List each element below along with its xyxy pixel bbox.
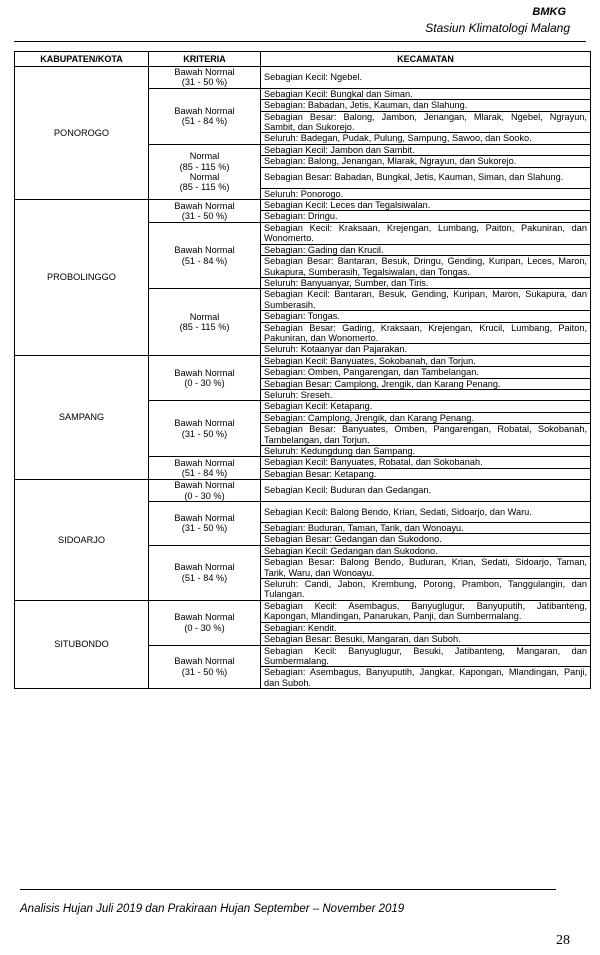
criteria-cell <box>149 600 261 645</box>
table-row <box>15 67 591 89</box>
criteria-cell <box>149 645 261 689</box>
table-body <box>15 67 591 689</box>
region-name: PONOROGO <box>15 67 149 200</box>
table-row <box>15 480 591 502</box>
table-header-row <box>15 52 591 67</box>
kecamatan-cell: Sebagian Besar: Gedangan dan Sukodono. <box>261 534 591 545</box>
criteria-label-line: Normal <box>189 171 220 182</box>
kecamatan-cell: Seluruh: Ponorogo. <box>261 188 591 199</box>
column-header-kriteria: KRITERIA <box>149 52 261 67</box>
region-name: PROBOLINGGO <box>15 200 149 356</box>
criteria-label-line: Bawah Normal <box>174 367 235 378</box>
criteria-cell <box>149 289 261 355</box>
kecamatan-cell: Sebagian Kecil: Ngebel. <box>261 67 591 89</box>
criteria-cell <box>149 144 261 199</box>
criteria-label-line: (85 - 115 %) <box>179 161 230 172</box>
kecamatan-cell: Seluruh: Sreseh. <box>261 389 591 400</box>
kecamatan-cell: Sebagian Kecil: Gedangan dan Sukodono. <box>261 545 591 556</box>
kecamatan-cell: Sebagian Kecil: Bantaran, Besuk, Gending, Kuripan, Maron, Sukapura, dan Sumberasih. <box>261 289 591 311</box>
kecamatan-cell: Sebagian Besar: Bantaran, Besuk, Dringu, Gending, Kuripan, Leces, Maron, Sukapura, Sumberasih, Tegalsiwalan, dan Tongas. <box>261 256 591 278</box>
criteria-label-line: (85 - 115 %) <box>179 182 230 193</box>
column-header-kecamatan: KECAMATAN <box>261 52 591 67</box>
criteria-label-line: Normal <box>189 151 220 162</box>
kecamatan-cell: Sebagian Kecil: Asembagus, Banyuglugur, Banyuputih, Jatibanteng, Kapongan, Mlandingan, Panarukan, Panji, dan Sumbermalang. <box>261 600 591 622</box>
rainfall-criteria-table <box>14 51 591 689</box>
criteria-label-line: Bawah Normal <box>174 245 235 256</box>
criteria-label-line: (51 - 84 %) <box>181 116 228 127</box>
kecamatan-cell: Sebagian Besar: Balong, Jambon, Jenangan, Mlarak, Ngebel, Ngrayun, Sambit, dan Sukorejo. <box>261 111 591 133</box>
criteria-label-line: Bawah Normal <box>174 200 235 211</box>
kecamatan-cell: Sebagian Besar: Balong Bendo, Buduran, Krian, Sedati, Sidoarjo, Taman, Tarik, Waru, dan Wonoayu. <box>261 557 591 579</box>
criteria-cell <box>149 502 261 546</box>
column-header-kabupaten: KABUPATEN/KOTA <box>15 52 149 67</box>
kecamatan-cell: Sebagian: Babadan, Jetis, Kauman, dan Slahung. <box>261 100 591 111</box>
kecamatan-cell: Sebagian: Balong, Jenangan, Mlarak, Ngrayun, dan Sukorejo. <box>261 156 591 167</box>
criteria-label-line: (0 - 30 %) <box>184 490 225 501</box>
table-row <box>15 200 591 211</box>
criteria-cell <box>149 67 261 89</box>
kecamatan-cell: Sebagian Kecil: Banyuates, Sokobanah, dan Torjun. <box>261 355 591 366</box>
criteria-label-line: Bawah Normal <box>174 513 235 524</box>
kecamatan-cell: Sebagian: Kendit. <box>261 622 591 633</box>
criteria-label-line: (31 - 50 %) <box>181 428 228 439</box>
kecamatan-cell: Sebagian Besar: Ketapang. <box>261 468 591 479</box>
kecamatan-cell: Seluruh: Banyuanyar, Sumber, dan Tiris. <box>261 277 591 288</box>
footer-title: Analisis Hujan Juli 2019 dan Prakiraan Hujan September – November 2019 <box>20 903 405 915</box>
criteria-label-line: (51 - 84 %) <box>181 255 228 266</box>
header-org: BMKG <box>532 6 566 18</box>
criteria-label-line: Bawah Normal <box>174 656 235 667</box>
kecamatan-cell: Sebagian Kecil: Buduran dan Gedangan. <box>261 480 591 502</box>
kecamatan-cell: Sebagian Besar: Babadan, Bungkal, Jetis, Kauman, Siman, dan Slahung. <box>261 167 591 188</box>
kecamatan-cell: Sebagian: Dringu. <box>261 211 591 222</box>
kecamatan-cell: Sebagian Besar: Besuki, Mangaran, dan Suboh. <box>261 634 591 645</box>
criteria-cell <box>149 480 261 502</box>
criteria-label-line: (31 - 50 %) <box>181 210 228 221</box>
criteria-label-line: Bawah Normal <box>174 457 235 468</box>
criteria-cell <box>149 222 261 288</box>
kecamatan-cell: Sebagian Besar: Camplong, Jrengik, dan Karang Penang. <box>261 378 591 389</box>
criteria-label-line: (31 - 50 %) <box>181 523 228 534</box>
kecamatan-cell: Sebagian Kecil: Banyuglugur, Besuki, Jatibanteng, Mangaran, dan Sumbermalang. <box>261 645 591 667</box>
criteria-label-line: (31 - 50 %) <box>181 666 228 677</box>
kecamatan-cell: Sebagian: Gading dan Krucil. <box>261 244 591 255</box>
region-name: SAMPANG <box>15 355 149 479</box>
kecamatan-cell: Sebagian Besar: Banyuates, Omben, Pangarengan, Robatal, Sokobanah, Tambelangan, dan Torjun. <box>261 424 591 446</box>
kecamatan-cell: Sebagian: Camplong, Jrengik, dan Karang Penang. <box>261 412 591 423</box>
criteria-label-line: (0 - 30 %) <box>184 622 225 633</box>
criteria-cell <box>149 200 261 223</box>
page-number: 28 <box>556 933 570 948</box>
kecamatan-cell: Seluruh: Badegan, Pudak, Pulung, Sampung, Sawoo, dan Sooko. <box>261 133 591 144</box>
kecamatan-cell: Sebagian Besar: Gading, Kraksaan, Krejengan, Krucil, Lumbang, Paiton, Pakuniran, dan Wonomerto. <box>261 322 591 344</box>
criteria-label-line: Bawah Normal <box>174 480 235 491</box>
criteria-label-line: (51 - 84 %) <box>181 468 228 479</box>
table-row <box>15 600 591 622</box>
kecamatan-cell: Sebagian Kecil: Bungkal dan Siman. <box>261 88 591 99</box>
criteria-label-line: Bawah Normal <box>174 562 235 573</box>
kecamatan-cell: Sebagian Kecil: Balong Bendo, Krian, Sedati, Sidoarjo, dan Waru. <box>261 502 591 523</box>
criteria-label-line: Bawah Normal <box>174 67 235 77</box>
kecamatan-cell: Sebagian: Omben, Pangarengan, dan Tambelangan. <box>261 367 591 378</box>
kecamatan-cell: Seluruh: Candi, Jabon, Krembung, Porong, Prambon, Tanggulangin, dan Tulangan. <box>261 579 591 601</box>
criteria-label-line: (0 - 30 %) <box>184 378 225 389</box>
footer-divider <box>20 889 556 890</box>
criteria-cell <box>149 355 261 401</box>
rainfall-table-container <box>14 51 590 689</box>
criteria-label-line: Bawah Normal <box>174 105 235 116</box>
criteria-cell <box>149 88 261 144</box>
kecamatan-cell: Sebagian: Tongas. <box>261 311 591 322</box>
criteria-cell <box>149 545 261 600</box>
criteria-cell <box>149 401 261 457</box>
criteria-label-line: (85 - 115 %) <box>179 322 230 333</box>
criteria-cell <box>149 457 261 480</box>
kecamatan-cell: Sebagian Kecil: Ketapang. <box>261 401 591 412</box>
table-row <box>15 355 591 366</box>
header-station: Stasiun Klimatologi Malang <box>425 21 570 35</box>
kecamatan-cell: Seluruh: Kedungdung dan Sampang. <box>261 446 591 457</box>
kecamatan-cell: Sebagian Kecil: Leces dan Tegalsiwalan. <box>261 200 591 211</box>
region-name: SITUBONDO <box>15 600 149 688</box>
kecamatan-cell: Sebagian: Buduran, Taman, Tarik, dan Wonoayu. <box>261 523 591 534</box>
kecamatan-cell: Sebagian Kecil: Kraksaan, Krejengan, Lumbang, Paiton, Pakuniran, dan Wonomerto. <box>261 222 591 244</box>
criteria-label-line: Bawah Normal <box>174 612 235 623</box>
header-divider <box>14 41 586 42</box>
kecamatan-cell: Sebagian Kecil: Jambon dan Sambit. <box>261 144 591 155</box>
criteria-label-line: (31 - 50 %) <box>181 77 228 88</box>
criteria-label-line: Bawah Normal <box>174 418 235 429</box>
criteria-label-line: (51 - 84 %) <box>181 572 228 583</box>
kecamatan-cell: Sebagian: Asembagus, Banyuputih, Jangkar, Kapongan, Mlandingan, Panji, dan Suboh. <box>261 667 591 689</box>
criteria-label-line: Normal <box>189 311 220 322</box>
kecamatan-cell: Sebagian Kecil: Banyuates, Robatal, dan Sokobanah. <box>261 457 591 468</box>
region-name: SIDOARJO <box>15 480 149 601</box>
kecamatan-cell: Seluruh: Kotaanyar dan Pajarakan. <box>261 344 591 355</box>
